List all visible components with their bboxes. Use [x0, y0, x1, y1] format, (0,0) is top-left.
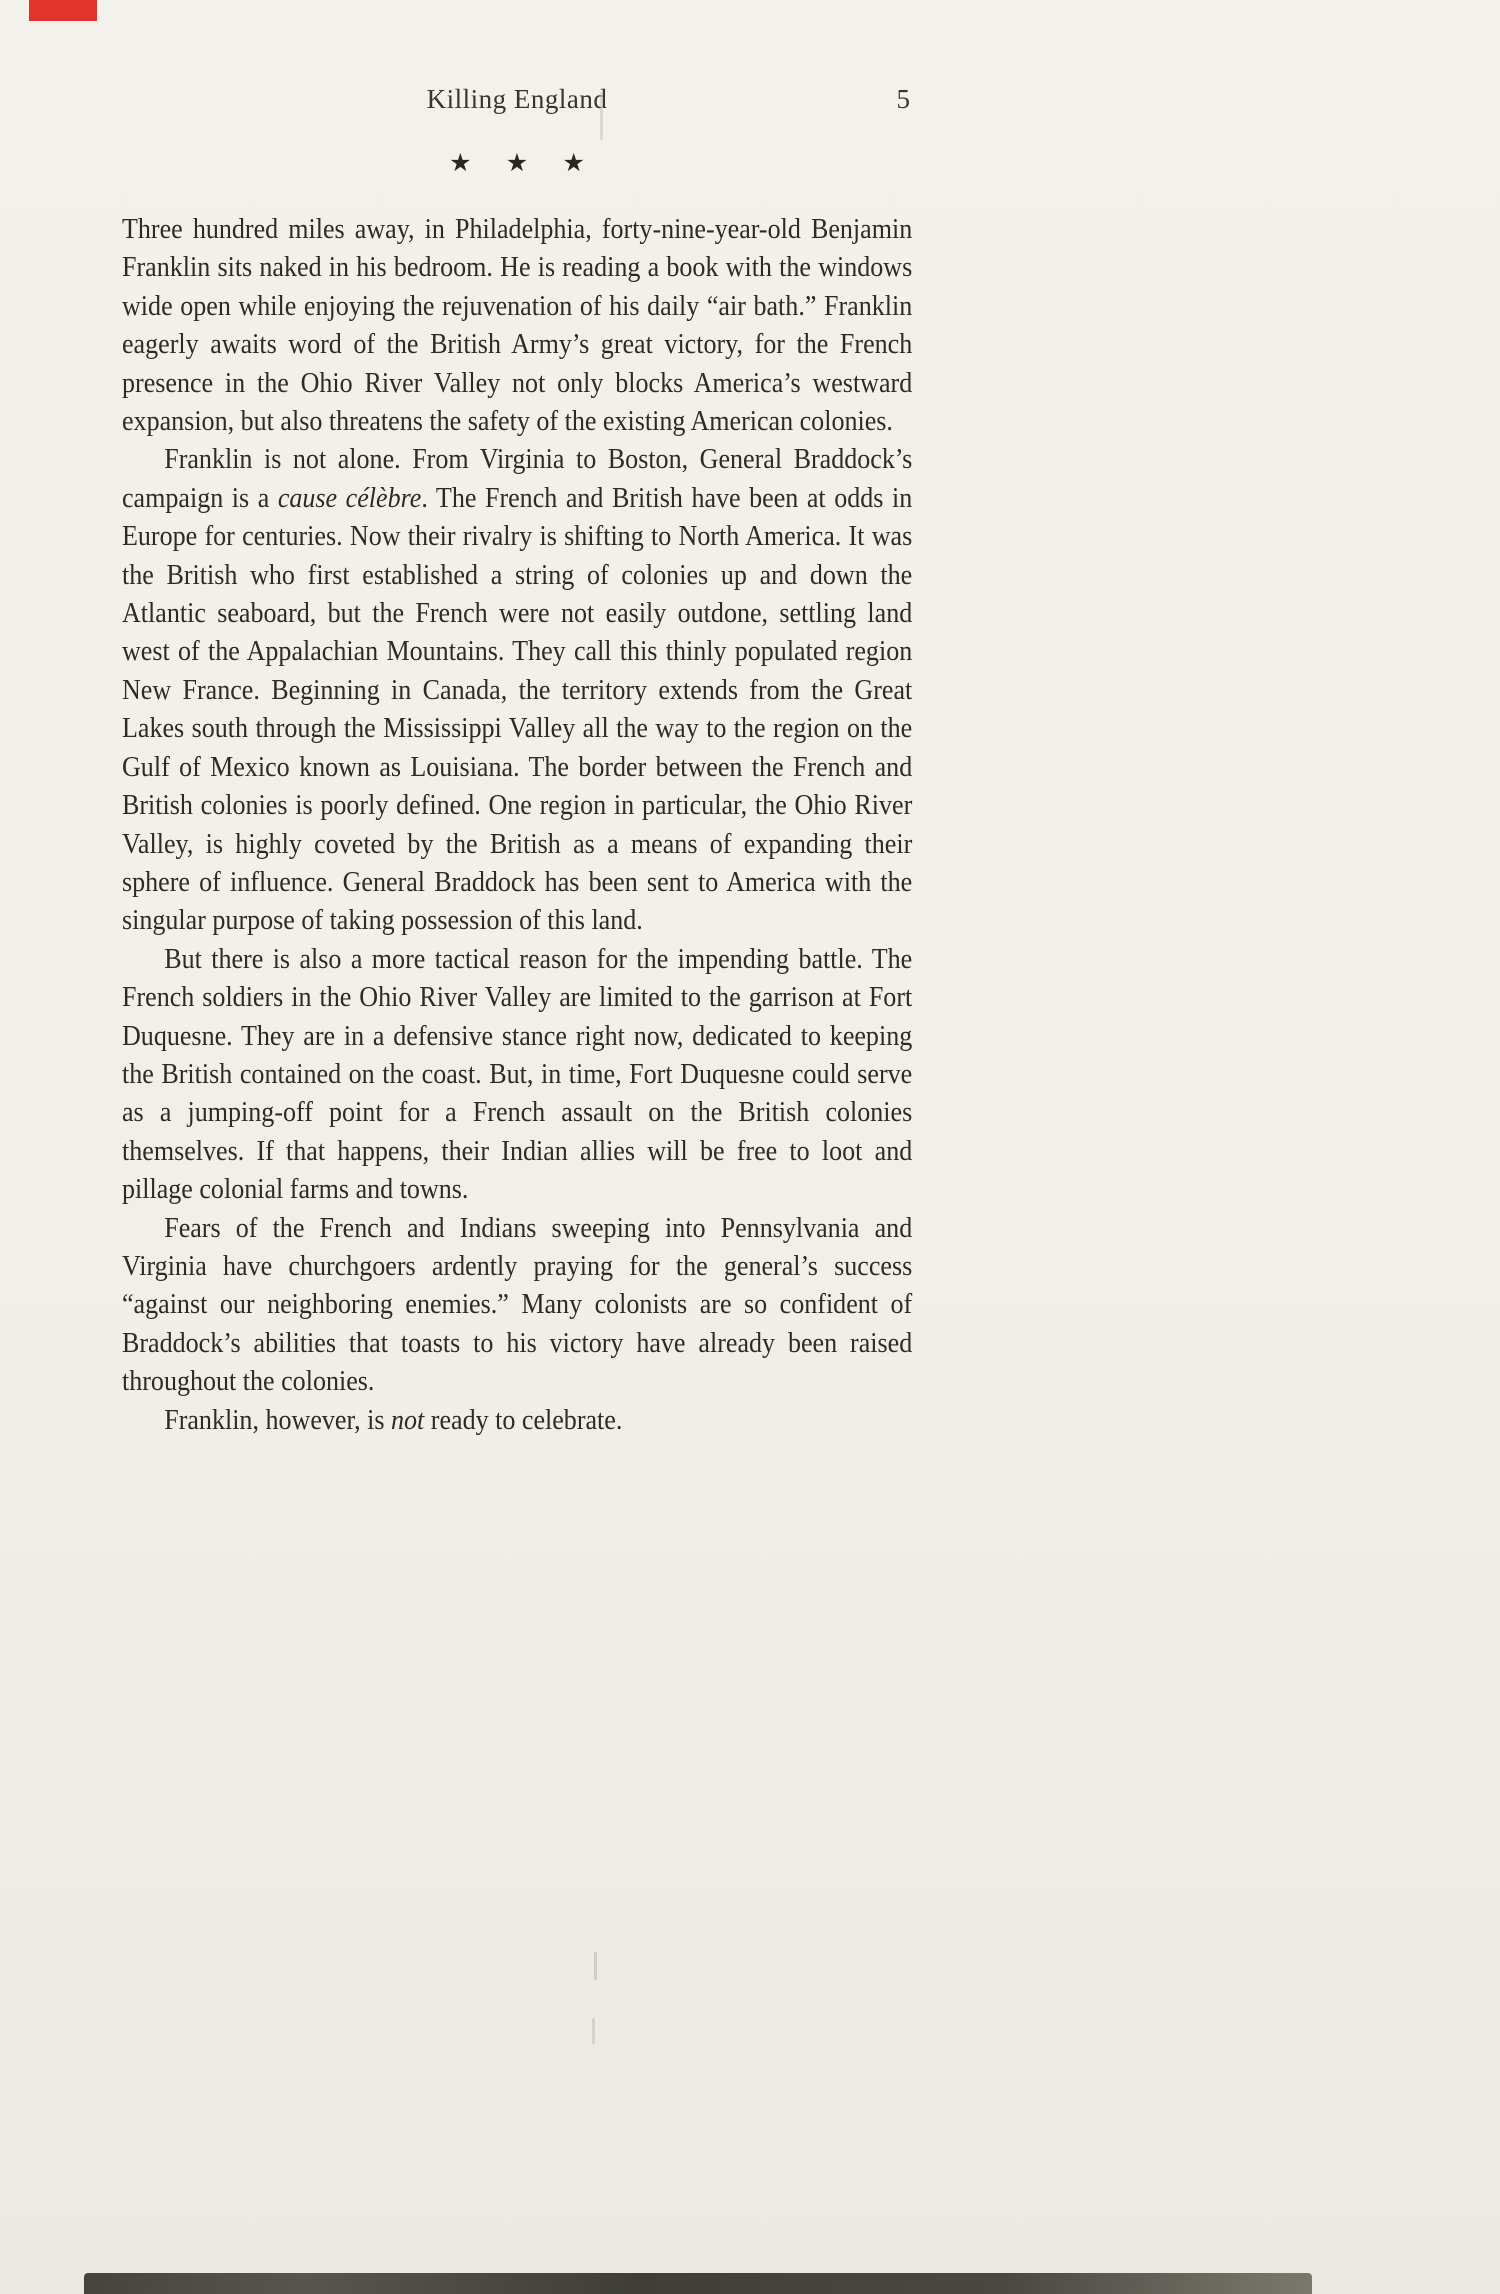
scan-shadow-bottom	[84, 2273, 1312, 2294]
paragraph	[122, 440, 912, 939]
paragraph	[122, 940, 912, 1209]
body-text	[122, 210, 912, 1439]
paragraph	[122, 210, 912, 440]
text-run: ready to celebrate.	[424, 1403, 623, 1436]
paragraph	[122, 1401, 912, 1439]
running-header-title: Killing England	[426, 84, 608, 114]
text-run: Franklin is not alone. From Virginia to Boston, General Braddock’s campaign is a	[122, 443, 913, 514]
paragraph	[122, 1209, 912, 1401]
running-head	[122, 84, 912, 120]
scan-artifact	[600, 92, 603, 140]
cover-edge-strip	[29, 0, 97, 21]
page-number: 5	[896, 84, 910, 114]
text-run: But there is also a more tactical reason for the impending battle. The French soldiers in the Ohio River Valley are limited to the garrison at Fort Duquesne. They are in a defensive stance right now, dedicated to keeping the British contained on the coast. But, in time, Fort Duquesne could serve as a jumping-off point for a French assault on the British colonies themselves. If that happens, their Indian allies will be free to loot and pillage colonial farms and towns.	[122, 942, 913, 1206]
text-run: Three hundred miles away, in Philadelphia, forty-nine-year-old Benjamin Franklin sits naked in his bedroom. He is reading a book with the windows wide open while enjoying the rejuvenation of his daily “air bath.” Franklin eagerly awaits word of the British Army’s great victory, for the French presence in the Ohio River Valley not only blocks America’s westward expansion, but also threatens the safety of the existing American colonies.	[122, 213, 913, 438]
section-divider-stars: ★ ★ ★	[449, 150, 599, 177]
text-run: . The French and British have been at odds in Europe for centuries. Now their rivalry is shifting to North America. It was the British who first established a string of colonies up and down the Atlantic seaboard, but the French were not easily outdone, settling land west of the Appalachian Mountains. They call this thinly populated region New France. Beginning in Canada, the territory extends from the Great Lakes south through the Mississippi Valley all the way to the region on the Gulf of Mexico known as Louisiana. The border between the French and British colonies is poorly defined. One region in particular, the Ohio River Valley, is highly coveted by the British as a means of expanding their sphere of influence. General Braddock has been sent to America with the singular purpose of taking possession of this land.	[122, 481, 913, 937]
text-run: Franklin, however, is	[164, 1403, 391, 1436]
scan-artifact	[594, 1952, 597, 1980]
italic-text-run: cause célèbre	[277, 481, 422, 514]
text-run: Fears of the French and Indians sweeping into Pennsylvania and Virginia have churchgoers ardently praying for the general’s success “against our neighboring enemies.” Many colonists are so confident of Braddock’s abilities that toasts to his victory have already been raised throughout the colonies.	[122, 1211, 913, 1398]
italic-text-run: not	[390, 1403, 425, 1436]
scan-artifact	[592, 2018, 595, 2044]
